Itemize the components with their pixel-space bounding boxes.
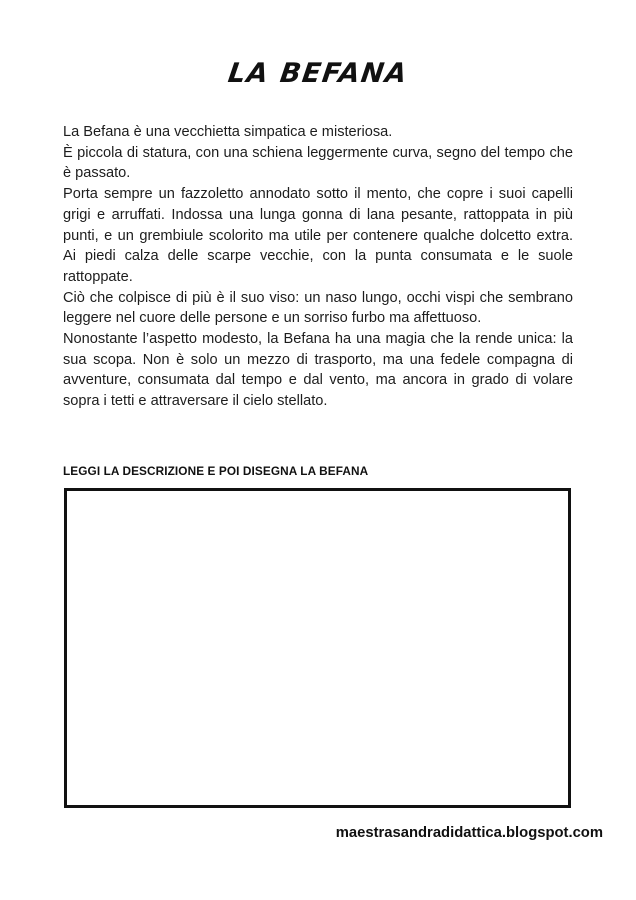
drawing-instruction: LEGGI LA DESCRIZIONE E POI DISEGNA LA BEFANA bbox=[63, 464, 369, 478]
page-title: LA BEFANA bbox=[226, 58, 410, 89]
paragraph: Ciò che colpisce di più è il suo viso: un naso lungo, occhi vispi che sembrano leggere nel cuore delle persone e un sorriso furbo ma affettuoso. bbox=[63, 289, 573, 327]
paragraph: Nonostante l’aspetto modesto, la Befana ha una magia che la rende unica: la sua scopa. Non è solo un mezzo di trasporto, ma una fedele compagna di avventure, consumata dal tempo e dal vento, ma ancora in grado di volare sopra i tetti e attraversare il cielo stellato. bbox=[63, 331, 573, 410]
paragraph: Porta sempre un fazzoletto annodato sotto il mento, che copre i suoi capelli grigi e arruffati. Indossa una lunga gonna di lana pesante, rattoppata in più punti, e un grembiule scolorito ma utile per contenere qualche dolcetto extra. Ai piedi calza delle scarpe vecchie, con la punta consumata e le suole rattoppate. bbox=[63, 186, 573, 285]
footer-url: maestrasandradidattica.blogspot.com bbox=[335, 825, 603, 841]
description-text bbox=[63, 122, 573, 412]
drawing-area[interactable] bbox=[64, 488, 571, 808]
paragraph: È piccola di statura, con una schiena leggermente curva, segno del tempo che è passato. bbox=[63, 144, 573, 182]
paragraph: La Befana è una vecchietta simpatica e misteriosa. bbox=[63, 124, 393, 140]
